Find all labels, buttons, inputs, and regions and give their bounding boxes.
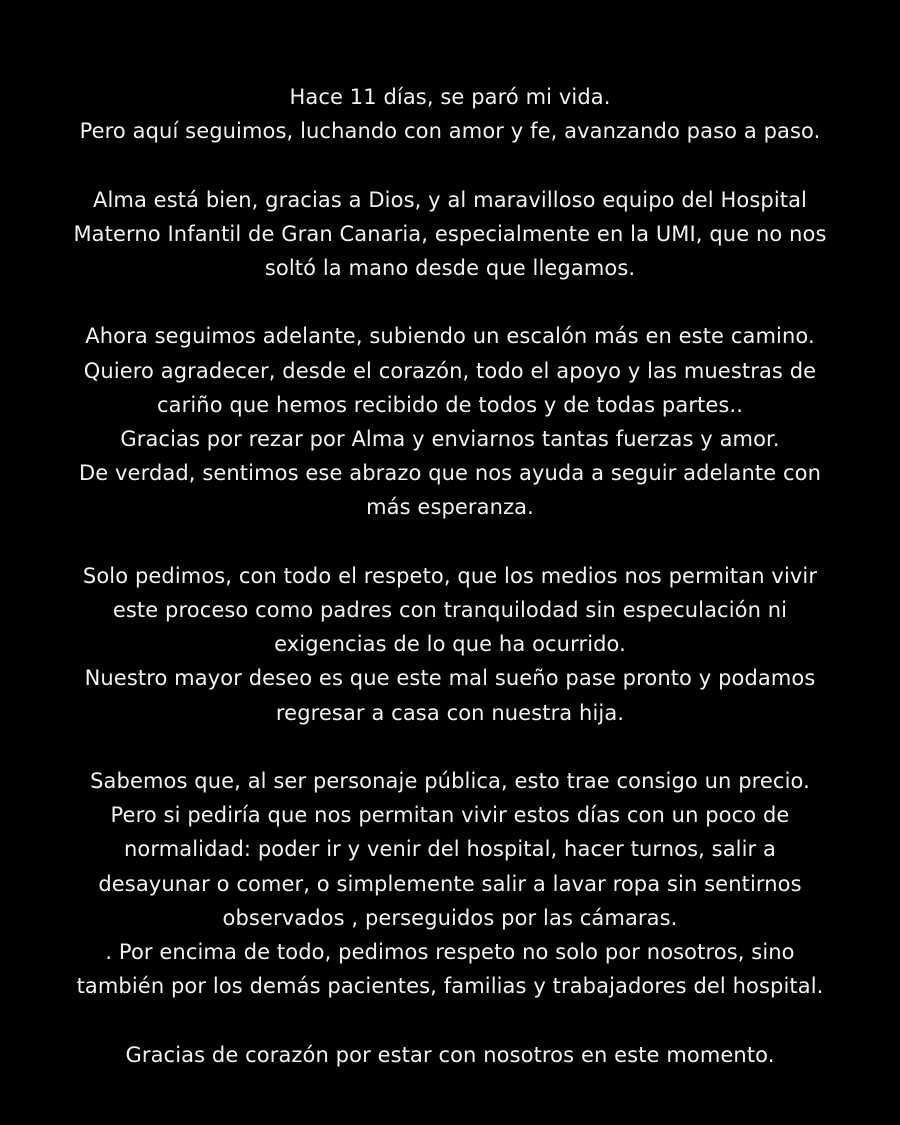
text-line: Alma está bien, gracias a Dios, y al maravilloso equipo del Hospital [92, 187, 807, 212]
text-line: Pero aquí seguimos, luchando con amor y fe, avanzando paso a paso. [79, 119, 821, 144]
text-line: regresar a casa con nuestra hija. [275, 700, 625, 725]
paragraph-6 [20, 1038, 880, 1072]
paragraph-1 [20, 80, 880, 148]
text-line: más esperanza. [366, 495, 534, 520]
text-line: De verdad, sentimos ese abrazo que nos ayuda a seguir adelante con [78, 461, 822, 486]
text-line: Materno Infantil de Gran Canaria, especialmente en la UMI, que no nos [73, 221, 827, 246]
text-line: Ahora seguimos adelante, subiendo un escalón más en este camino. [85, 324, 815, 349]
text-line: Nuestro mayor deseo es que este mal sueño pase pronto y podamos [84, 666, 816, 691]
text-line: cariño que hemos recibido de todos y de todas partes.. [157, 392, 743, 417]
text-line: este proceso como padres con tranquilodad sin especulación ni [112, 598, 788, 622]
text-line: Pero si pediría que nos permitan vivir estos días con un poco de [110, 803, 790, 828]
text-line: Hace 11 días, se paró mi vida. [289, 85, 611, 109]
statement-text [20, 80, 880, 1072]
text-line: Gracias por rezar por Alma y enviarnos tantas fuerzas y amor. [120, 427, 780, 451]
paragraph-2 [20, 183, 880, 286]
text-line: normalidad: poder ir y venir del hospital, hacer turnos, salir a [123, 837, 777, 862]
text-line: Solo pedimos, con todo el respeto, que los medios nos permitan vivir [82, 563, 818, 588]
text-line: desayunar o comer, o simplemente salir a lavar ropa sin sentirnos [98, 871, 802, 896]
text-line: Sabemos que, al ser personaje pública, esto trae consigo un precio. [90, 769, 810, 793]
text-line: también por los demás pacientes, familias y trabajadores del hospital. [76, 974, 824, 999]
text-line: observados , perseguidos por las cámaras. [222, 905, 678, 930]
text-line: exigencias de lo que ha ocurrido. [274, 632, 626, 657]
paragraph-5 [20, 764, 880, 1003]
paragraph-3 [20, 319, 880, 524]
text-line: Gracias de corazón por estar con nosotros en este momento. [125, 1042, 775, 1067]
text-line: soltó la mano desde que llegamos. [264, 256, 636, 280]
text-line: Quiero agradecer, desde el corazón, todo el apoyo y las muestras de [83, 358, 817, 383]
paragraph-4 [20, 559, 880, 730]
text-line: . Por encima de todo, pedimos respeto no solo por nosotros, sino [105, 940, 795, 965]
